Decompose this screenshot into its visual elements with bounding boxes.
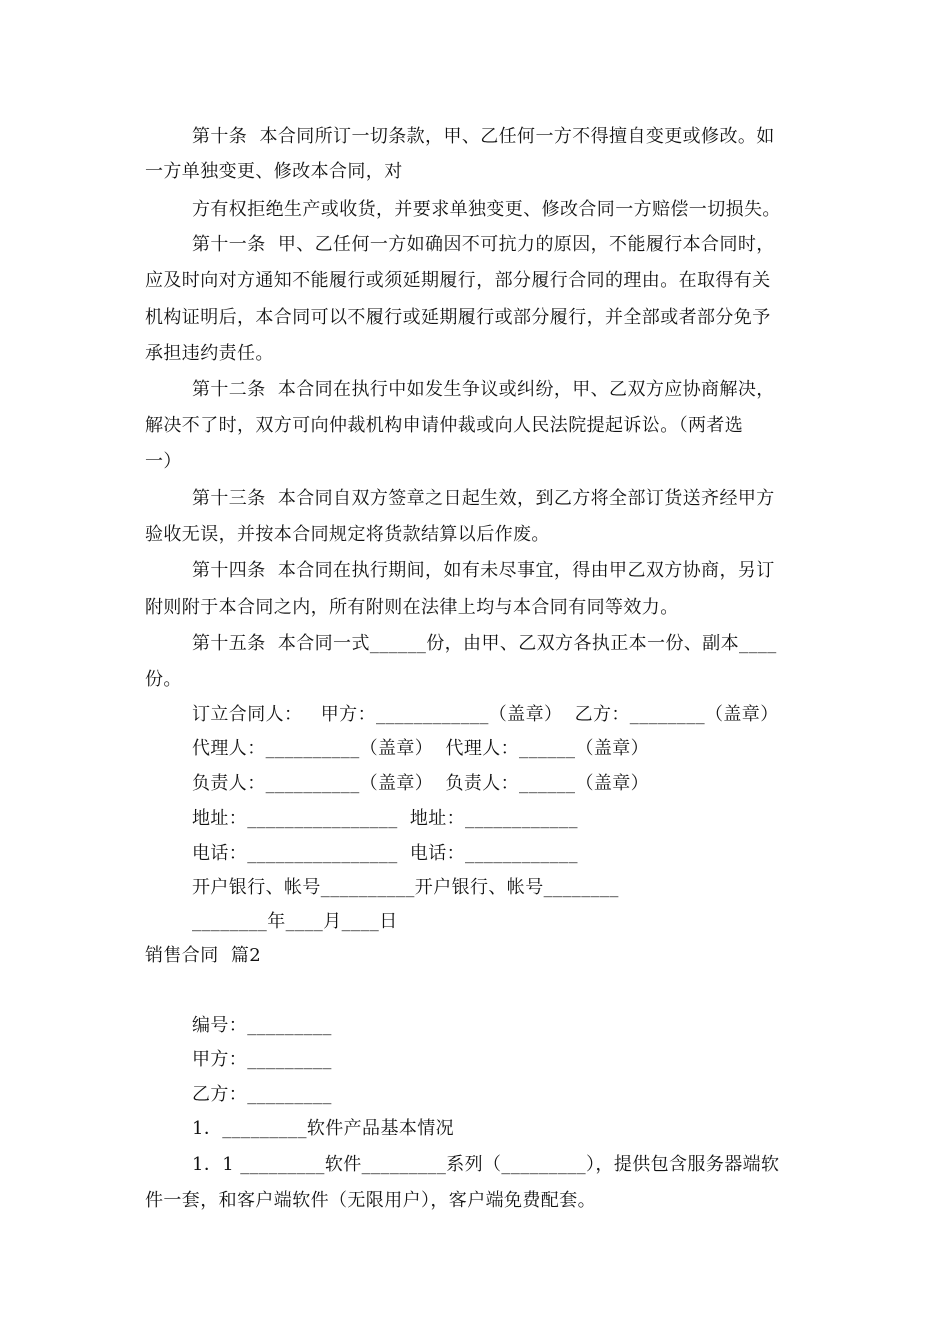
date-line: ________年____月____日 [192, 911, 398, 932]
responsible-person-line: 负责人：__________（盖章） 负责人：______（盖章） [192, 773, 650, 794]
clause-12-line-1: 第十二条 本合同在执行中如发生争议或纠纷，甲、乙双方应协商解决， [192, 379, 775, 400]
address-line: 地址：________________ 地址：____________ [192, 808, 578, 829]
signatory-line: 订立合同人： 甲方：____________（盖章） 乙方：________（盖章） [192, 704, 779, 725]
clause-10-line-2: 一方单独变更、修改本合同，对 [145, 161, 403, 182]
clause-13-line-2: 验收无误，并按本合同规定将货款结算以后作废。 [145, 524, 550, 545]
clause-10-line-1: 第十条 本合同所订一切条款，甲、乙任何一方不得擅自变更或修改。如 [192, 126, 775, 147]
clause-11-line-4: 承担违约责任。 [145, 343, 274, 364]
party-b-line: 乙方：_________ [192, 1084, 332, 1105]
clause-14-line-1: 第十四条 本合同在执行期间，如有未尽事宜，得由甲乙双方协商，另订 [192, 560, 775, 581]
section-heading: 销售合同 篇2 [145, 945, 262, 966]
software-basic-info-heading: 1．_________软件产品基本情况 [192, 1118, 455, 1139]
clause-15-line-1: 第十五条 本合同一式______份，由甲、乙双方各执正本一份、副本____ [192, 633, 777, 654]
clause-11-line-1: 第十一条 甲、乙任何一方如确因不可抗力的原因，不能履行本合同时， [192, 234, 775, 255]
agent-line: 代理人：__________（盖章） 代理人：______（盖章） [192, 738, 650, 759]
item-1-1-line-2: 件一套，和客户端软件（无限用户），客户端免费配套。 [145, 1190, 596, 1211]
clause-12-line-3: 一） [145, 451, 182, 472]
contract-number-line: 编号：_________ [192, 1015, 332, 1036]
bank-account-line: 开户银行、帐号__________开户银行、帐号________ [192, 877, 619, 898]
clause-12-line-2: 解决不了时，双方可向仲裁机构申请仲裁或向人民法院提起诉讼。（两者选 [145, 415, 744, 436]
clause-10-line-3: 方有权拒绝生产或收货，并要求单独变更、修改合同一方赔偿一切损失。 [192, 199, 781, 220]
clause-11-line-2: 应及时向对方通知不能履行或须延期履行，部分履行合同的理由。在取得有关 [145, 270, 771, 291]
clause-14-line-2: 附则附于本合同之内，所有附则在法律上均与本合同有同等效力。 [145, 597, 679, 618]
item-1-1-line-1: 1．1 _________软件_________系列（_________），提供包含服务器端软 [192, 1154, 780, 1175]
clause-13-line-1: 第十三条 本合同自双方签章之日起生效，到乙方将全部订货送齐经甲方 [192, 488, 775, 509]
clause-11-line-3: 机构证明后，本合同可以不履行或延期履行或部分履行，并全部或者部分免予 [145, 307, 771, 328]
clause-15-line-2: 份。 [145, 669, 182, 690]
party-a-line: 甲方：_________ [192, 1049, 332, 1070]
phone-line: 电话：________________ 电话：____________ [192, 843, 578, 864]
